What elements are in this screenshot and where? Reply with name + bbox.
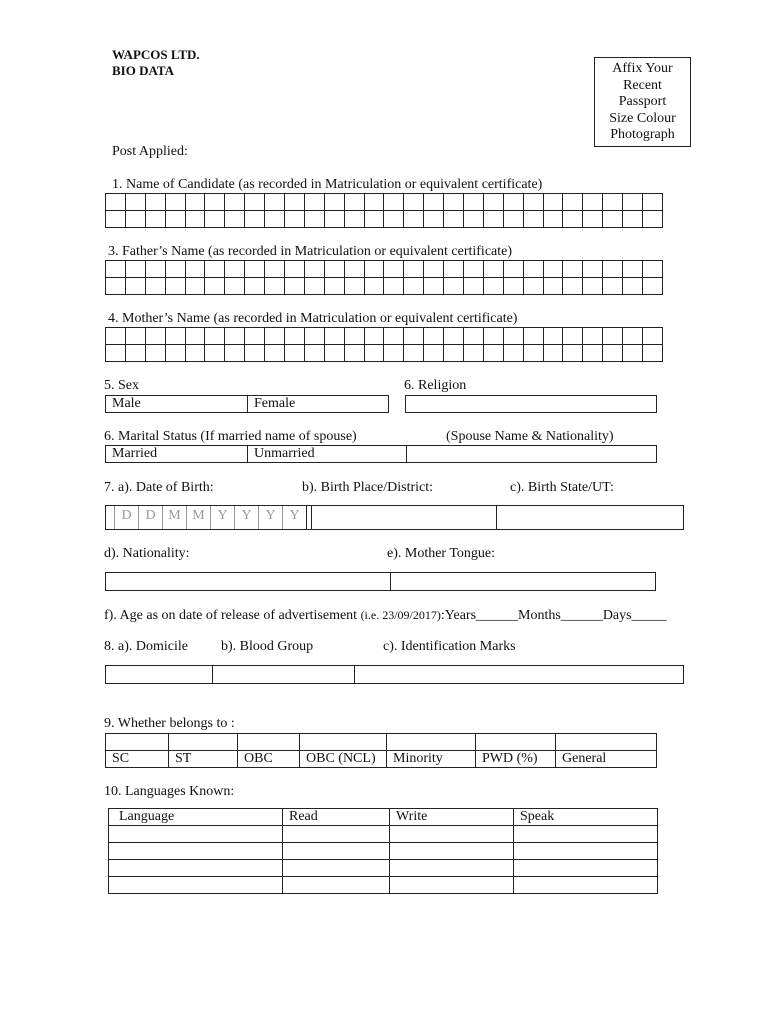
category-st[interactable]: ST <box>169 751 238 768</box>
mother-tongue-field[interactable] <box>390 573 655 590</box>
char-box[interactable] <box>444 261 464 278</box>
char-box[interactable] <box>205 261 225 278</box>
char-box[interactable] <box>106 278 126 295</box>
char-box[interactable] <box>483 261 503 278</box>
form-title: BIO DATA <box>112 63 174 78</box>
spouse-field[interactable] <box>406 446 656 462</box>
photo-line: Recent <box>623 77 662 93</box>
languages-header-row <box>109 809 658 826</box>
char-box[interactable] <box>225 278 245 295</box>
category-table <box>105 733 657 768</box>
char-box[interactable] <box>344 261 364 278</box>
char-box[interactable] <box>543 328 563 345</box>
char-box[interactable] <box>165 194 185 211</box>
birth-state-label: c). Birth State/UT: <box>510 480 614 495</box>
category-label-row <box>106 751 657 768</box>
char-box[interactable] <box>543 194 563 211</box>
char-box[interactable] <box>344 211 364 228</box>
char-box[interactable] <box>424 261 444 278</box>
char-box[interactable] <box>444 328 464 345</box>
char-box[interactable] <box>165 278 185 295</box>
char-box[interactable] <box>464 345 484 362</box>
birth-state-field[interactable] <box>496 506 683 529</box>
char-box[interactable] <box>364 278 384 295</box>
char-box[interactable] <box>304 328 324 345</box>
char-box[interactable] <box>543 261 563 278</box>
char-box[interactable] <box>503 261 523 278</box>
char-box[interactable] <box>324 278 344 295</box>
language-cell[interactable] <box>390 826 514 843</box>
char-box[interactable] <box>285 261 305 278</box>
char-box[interactable] <box>464 278 484 295</box>
char-box[interactable] <box>424 345 444 362</box>
mother-name-label: 4. Mother’s Name (as recorded in Matriculation or equivalent certificate) <box>108 311 518 326</box>
char-box[interactable] <box>404 211 424 228</box>
char-box[interactable] <box>444 211 464 228</box>
language-cell[interactable] <box>109 843 283 860</box>
char-box[interactable] <box>324 345 344 362</box>
char-box[interactable] <box>483 278 503 295</box>
char-box[interactable] <box>444 194 464 211</box>
char-box[interactable] <box>165 345 185 362</box>
char-box[interactable] <box>603 194 623 211</box>
char-box[interactable] <box>603 211 623 228</box>
language-cell[interactable] <box>109 877 283 894</box>
char-box[interactable] <box>304 261 324 278</box>
char-box[interactable] <box>583 278 603 295</box>
languages-header-language: Language <box>109 809 283 826</box>
char-box[interactable] <box>523 328 543 345</box>
category-label: 9. Whether belongs to : <box>104 716 235 731</box>
char-box-row <box>106 345 663 362</box>
language-cell[interactable] <box>514 860 658 877</box>
sex-female-option[interactable]: Female <box>247 396 388 412</box>
char-box[interactable] <box>324 211 344 228</box>
char-box[interactable] <box>106 211 126 228</box>
char-box[interactable] <box>543 278 563 295</box>
char-box[interactable] <box>165 211 185 228</box>
category-sc[interactable]: SC <box>106 751 169 768</box>
char-box[interactable] <box>324 194 344 211</box>
photo-line: Affix Your <box>612 61 673 76</box>
char-box[interactable] <box>205 278 225 295</box>
char-box[interactable] <box>543 345 563 362</box>
char-box[interactable] <box>225 261 245 278</box>
char-box[interactable] <box>364 261 384 278</box>
age-blanks[interactable]: :Years______Months______Days_____ <box>440 608 667 623</box>
language-cell[interactable] <box>390 860 514 877</box>
dob-digit[interactable]: M <box>186 506 210 529</box>
char-box[interactable] <box>583 194 603 211</box>
char-box[interactable] <box>523 194 543 211</box>
char-box[interactable] <box>384 328 404 345</box>
char-box[interactable] <box>304 194 324 211</box>
char-box[interactable] <box>245 278 265 295</box>
char-box[interactable] <box>205 211 225 228</box>
marital-status-options <box>105 445 657 463</box>
char-box[interactable] <box>344 278 364 295</box>
char-box[interactable] <box>523 345 543 362</box>
char-box[interactable] <box>245 261 265 278</box>
mother-name-grid[interactable] <box>105 327 663 362</box>
char-box[interactable] <box>265 278 285 295</box>
char-box[interactable] <box>623 328 643 345</box>
identification-marks-label: c). Identification Marks <box>383 639 516 654</box>
dob-digit[interactable]: Y <box>234 506 258 529</box>
char-box[interactable] <box>185 328 205 345</box>
char-box[interactable] <box>464 328 484 345</box>
language-row <box>109 877 658 894</box>
char-box[interactable] <box>384 261 404 278</box>
language-row <box>109 843 658 860</box>
language-cell[interactable] <box>514 877 658 894</box>
category-check-cell[interactable] <box>300 734 387 751</box>
char-box[interactable] <box>603 278 623 295</box>
char-box[interactable] <box>483 194 503 211</box>
language-row <box>109 860 658 877</box>
photo-line: Photograph <box>610 127 675 142</box>
birth-info-row <box>105 505 684 530</box>
char-box[interactable] <box>145 328 165 345</box>
char-box[interactable] <box>583 211 603 228</box>
religion-field[interactable] <box>405 395 657 413</box>
language-cell[interactable] <box>514 826 658 843</box>
marital-status-label: 6. Marital Status (If married name of spouse) <box>104 429 357 444</box>
char-box[interactable] <box>245 328 265 345</box>
char-box[interactable] <box>225 345 245 362</box>
char-box[interactable] <box>265 345 285 362</box>
char-box[interactable] <box>384 278 404 295</box>
char-box[interactable] <box>583 345 603 362</box>
char-box[interactable] <box>483 345 503 362</box>
char-box[interactable] <box>344 194 364 211</box>
dob-digit[interactable]: Y <box>282 506 306 529</box>
category-check-cell[interactable] <box>169 734 238 751</box>
blood-group-field[interactable] <box>212 666 354 683</box>
char-box[interactable] <box>125 261 145 278</box>
char-box[interactable] <box>563 328 583 345</box>
char-box[interactable] <box>563 194 583 211</box>
char-box[interactable] <box>165 261 185 278</box>
char-box[interactable] <box>523 278 543 295</box>
category-general[interactable]: General <box>556 751 657 768</box>
birth-place-label: b). Birth Place/District: <box>302 480 434 495</box>
char-box[interactable] <box>643 328 663 345</box>
char-box[interactable] <box>503 345 523 362</box>
languages-table <box>108 808 658 894</box>
dob-digit[interactable]: Y <box>258 506 282 529</box>
char-box-row <box>106 261 663 278</box>
domicile-label: 8. a). Domicile <box>104 639 188 654</box>
category-check-cell[interactable] <box>238 734 300 751</box>
char-box[interactable] <box>424 194 444 211</box>
char-box[interactable] <box>145 261 165 278</box>
char-box[interactable] <box>205 328 225 345</box>
char-box[interactable] <box>503 278 523 295</box>
language-cell[interactable] <box>283 877 390 894</box>
char-box[interactable] <box>523 261 543 278</box>
char-box[interactable] <box>623 211 643 228</box>
char-box[interactable] <box>265 194 285 211</box>
char-box[interactable] <box>444 278 464 295</box>
char-box[interactable] <box>404 328 424 345</box>
domicile-row <box>105 665 684 684</box>
dob-digit[interactable]: M <box>162 506 186 529</box>
language-cell[interactable] <box>283 843 390 860</box>
char-box[interactable] <box>265 261 285 278</box>
dob-digit[interactable]: Y <box>210 506 234 529</box>
char-box[interactable] <box>523 211 543 228</box>
char-box[interactable] <box>364 328 384 345</box>
age-label: f). Age as on date of release of advertisement <box>104 608 361 623</box>
char-box[interactable] <box>106 345 126 362</box>
char-box-row <box>106 194 663 211</box>
char-box[interactable] <box>384 194 404 211</box>
char-box-row <box>106 278 663 295</box>
post-applied-label: Post Applied: <box>112 144 188 159</box>
char-box[interactable] <box>125 328 145 345</box>
language-cell[interactable] <box>514 843 658 860</box>
char-box[interactable] <box>563 261 583 278</box>
char-box[interactable] <box>424 278 444 295</box>
char-box[interactable] <box>643 261 663 278</box>
marital-unmarried-option[interactable]: Unmarried <box>247 446 406 462</box>
religion-label: 6. Religion <box>404 378 467 393</box>
char-box[interactable] <box>106 194 126 211</box>
char-box[interactable] <box>623 194 643 211</box>
sex-label: 5. Sex <box>104 378 139 393</box>
photo-line: Size Colour <box>609 110 676 126</box>
char-box[interactable] <box>285 345 305 362</box>
char-box[interactable] <box>245 345 265 362</box>
char-box[interactable] <box>225 211 245 228</box>
mother-tongue-label: e). Mother Tongue: <box>387 546 496 561</box>
char-box[interactable] <box>324 328 344 345</box>
char-box[interactable] <box>563 278 583 295</box>
char-box[interactable] <box>145 194 165 211</box>
char-box[interactable] <box>563 345 583 362</box>
char-box[interactable] <box>205 345 225 362</box>
char-box[interactable] <box>344 328 364 345</box>
char-box[interactable] <box>404 194 424 211</box>
category-checkbox-row <box>106 734 657 751</box>
category-pwd[interactable]: PWD (%) <box>476 751 556 768</box>
language-cell[interactable] <box>390 877 514 894</box>
char-box[interactable] <box>285 328 305 345</box>
char-box[interactable] <box>483 328 503 345</box>
sex-options <box>105 395 389 413</box>
char-box[interactable] <box>503 211 523 228</box>
char-box[interactable] <box>464 261 484 278</box>
category-minority[interactable]: Minority <box>387 751 476 768</box>
languages-header-write: Write <box>390 809 514 826</box>
blood-group-label: b). Blood Group <box>221 639 314 654</box>
photo-box[interactable] <box>594 57 691 147</box>
language-cell[interactable] <box>283 826 390 843</box>
char-box[interactable] <box>404 345 424 362</box>
char-box[interactable] <box>265 211 285 228</box>
char-box[interactable] <box>583 328 603 345</box>
char-box[interactable] <box>424 211 444 228</box>
sex-male-option[interactable]: Male <box>112 396 141 411</box>
char-box-row <box>106 328 663 345</box>
category-check-cell[interactable] <box>476 734 556 751</box>
languages-header-read: Read <box>283 809 390 826</box>
char-box[interactable] <box>125 345 145 362</box>
char-box[interactable] <box>503 194 523 211</box>
char-box[interactable] <box>583 261 603 278</box>
char-box[interactable] <box>324 261 344 278</box>
dob-digit[interactable]: D <box>114 506 138 529</box>
category-check-cell[interactable] <box>556 734 657 751</box>
char-box[interactable] <box>245 194 265 211</box>
category-obc-ncl[interactable]: OBC (NCL) <box>300 751 387 768</box>
father-name-grid[interactable] <box>105 260 663 295</box>
char-box[interactable] <box>245 211 265 228</box>
char-box[interactable] <box>145 345 165 362</box>
char-box[interactable] <box>543 211 563 228</box>
char-box[interactable] <box>145 211 165 228</box>
char-box[interactable] <box>404 278 424 295</box>
spouse-label: (Spouse Name & Nationality) <box>446 429 614 444</box>
char-box[interactable] <box>483 211 503 228</box>
char-box[interactable] <box>304 345 324 362</box>
char-box-row <box>106 211 663 228</box>
dob-label: 7. a). Date of Birth: <box>104 480 214 495</box>
char-box[interactable] <box>285 194 305 211</box>
char-box[interactable] <box>623 278 643 295</box>
char-box[interactable] <box>364 211 384 228</box>
char-box[interactable] <box>643 345 663 362</box>
char-box[interactable] <box>304 211 324 228</box>
category-obc[interactable]: OBC <box>238 751 300 768</box>
char-box[interactable] <box>225 194 245 211</box>
char-box[interactable] <box>603 328 623 345</box>
char-box[interactable] <box>603 261 623 278</box>
char-box[interactable] <box>205 194 225 211</box>
candidate-name-label: 1. Name of Candidate (as recorded in Matriculation or equivalent certificate) <box>112 177 543 192</box>
char-box[interactable] <box>424 328 444 345</box>
dob-spacer <box>106 506 114 529</box>
char-box[interactable] <box>125 194 145 211</box>
char-box[interactable] <box>404 261 424 278</box>
father-name-label: 3. Father’s Name (as recorded in Matriculation or equivalent certificate) <box>108 244 513 259</box>
char-box[interactable] <box>364 194 384 211</box>
marital-married-option[interactable]: Married <box>112 446 158 461</box>
nationality-field[interactable] <box>106 573 390 590</box>
char-box[interactable] <box>603 345 623 362</box>
char-box[interactable] <box>106 261 126 278</box>
birth-place-field[interactable] <box>311 506 496 529</box>
char-box[interactable] <box>185 194 205 211</box>
age-line <box>104 607 667 624</box>
char-box[interactable] <box>185 211 205 228</box>
char-box[interactable] <box>185 345 205 362</box>
char-box[interactable] <box>265 328 285 345</box>
nationality-label: d). Nationality: <box>104 546 190 561</box>
char-box[interactable] <box>464 211 484 228</box>
char-box[interactable] <box>464 194 484 211</box>
nationality-row <box>105 572 656 591</box>
language-cell[interactable] <box>109 860 283 877</box>
domicile-field[interactable] <box>106 666 212 683</box>
char-box[interactable] <box>165 328 185 345</box>
char-box[interactable] <box>145 278 165 295</box>
age-reference-date: (i.e. 23/09/2017) <box>360 608 441 622</box>
char-box[interactable] <box>643 194 663 211</box>
char-box[interactable] <box>285 278 305 295</box>
char-box[interactable] <box>623 261 643 278</box>
language-row <box>109 826 658 843</box>
char-box[interactable] <box>384 211 404 228</box>
char-box[interactable] <box>643 211 663 228</box>
org-name: WAPCOS LTD. <box>112 47 200 62</box>
candidate-name-grid[interactable] <box>105 193 663 228</box>
char-box[interactable] <box>125 211 145 228</box>
languages-label: 10. Languages Known: <box>104 784 235 799</box>
char-box[interactable] <box>225 328 245 345</box>
char-box[interactable] <box>364 345 384 362</box>
char-box[interactable] <box>344 345 364 362</box>
char-box[interactable] <box>106 328 126 345</box>
dob-digit[interactable]: D <box>138 506 162 529</box>
category-check-cell[interactable] <box>387 734 476 751</box>
identification-marks-field[interactable] <box>354 666 683 683</box>
char-box[interactable] <box>185 261 205 278</box>
language-cell[interactable] <box>390 843 514 860</box>
char-box[interactable] <box>384 345 404 362</box>
char-box[interactable] <box>623 345 643 362</box>
char-box[interactable] <box>643 278 663 295</box>
char-box[interactable] <box>563 211 583 228</box>
language-cell[interactable] <box>109 826 283 843</box>
char-box[interactable] <box>304 278 324 295</box>
category-check-cell[interactable] <box>106 734 169 751</box>
photo-line: Passport <box>618 94 667 109</box>
char-box[interactable] <box>285 211 305 228</box>
char-box[interactable] <box>503 328 523 345</box>
char-box[interactable] <box>444 345 464 362</box>
language-cell[interactable] <box>283 860 390 877</box>
languages-header-speak: Speak <box>514 809 658 826</box>
char-box[interactable] <box>125 278 145 295</box>
char-box[interactable] <box>185 278 205 295</box>
